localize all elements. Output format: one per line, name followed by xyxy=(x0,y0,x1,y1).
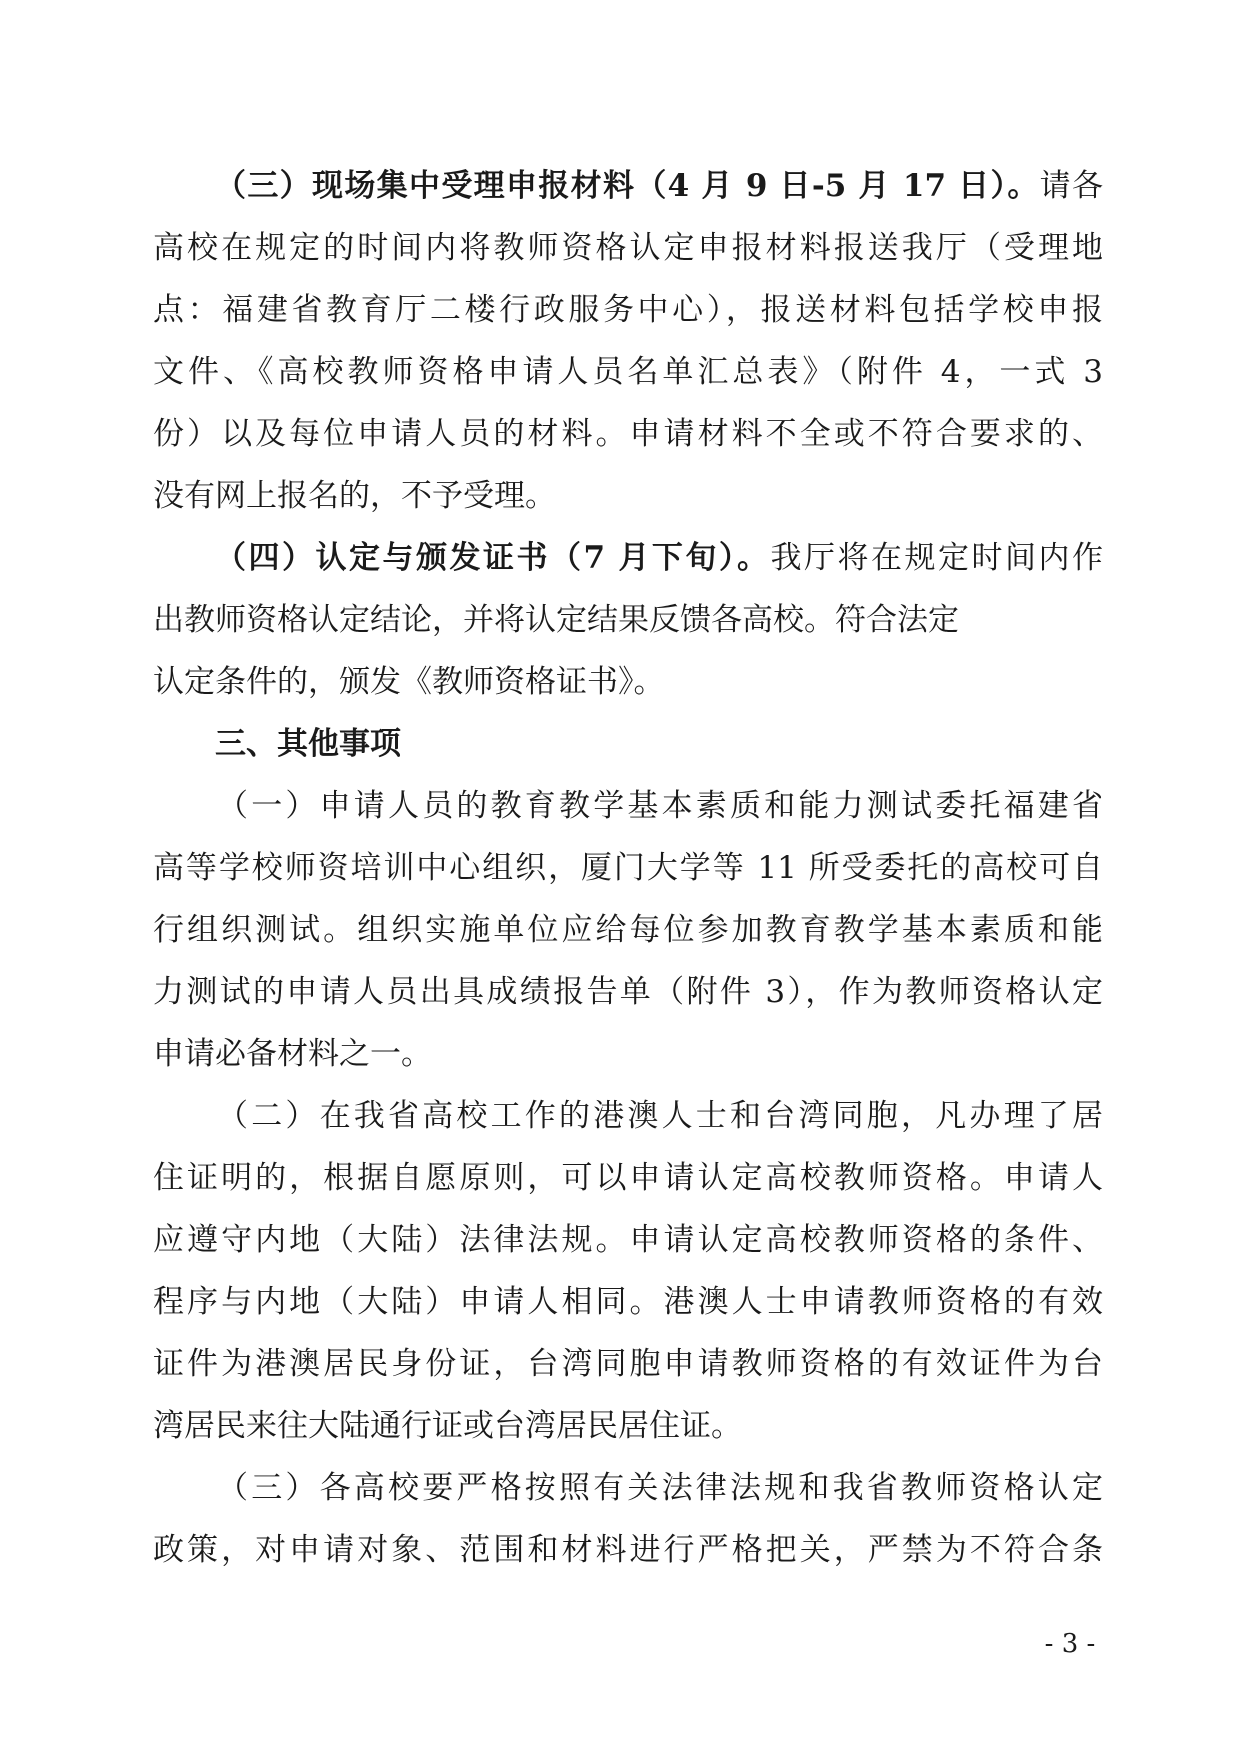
item-3-line-2: 政策，对申请对象、范围和材料进行严格把关，严禁为不符合条 xyxy=(153,1532,1103,1568)
item-1-line-4: 力测试的申请人员出具成绩报告单（附件 3），作为教师资格认定 xyxy=(153,974,1103,1010)
item-1-line-2: 高等学校师资培训中心组织，厦门大学等 11 所受委托的高校可自 xyxy=(153,850,1103,886)
paragraph-3-line-5: 份）以及每位申请人员的材料。申请材料不全或不符合要求的、 xyxy=(153,416,1103,452)
item-1-line-3: 行组织测试。组织实施单位应给每位参加教育教学基本素质和能 xyxy=(153,912,1103,948)
paragraph-4-line-1 xyxy=(215,526,1103,590)
item-3-line-1: （三）各高校要严格按照有关法律法规和我省教师资格认定 xyxy=(217,1470,1103,1506)
page-number: - 3 - xyxy=(1044,1629,1096,1659)
item-1-line-1: （一）申请人员的教育教学基本素质和能力测试委托福建省 xyxy=(217,788,1103,824)
section-heading-other-matters: 三、其他事项 xyxy=(215,726,401,762)
paragraph-3-line-1 xyxy=(215,154,1103,218)
item-2-line-2: 住证明的，根据自愿原则，可以申请认定高校教师资格。申请人 xyxy=(153,1160,1103,1196)
paragraph-3-heading: （三）现场集中受理申报材料（4 月 9 日-5 月 17 日）。 xyxy=(215,168,1040,204)
item-2-line-3: 应遵守内地（大陆）法律法规。申请认定高校教师资格的条件、 xyxy=(153,1222,1103,1258)
paragraph-4-line-2: 出教师资格认定结论，并将认定结果反馈各高校。符合法定 xyxy=(153,602,959,638)
item-1-line-5: 申请必备材料之一。 xyxy=(153,1036,432,1072)
item-2-line-4: 程序与内地（大陆）申请人相同。港澳人士申请教师资格的有效 xyxy=(153,1284,1103,1320)
item-2-line-1: （二）在我省高校工作的港澳人士和台湾同胞，凡办理了居 xyxy=(217,1098,1103,1134)
paragraph-3-text: 请各 xyxy=(1039,168,1103,204)
item-2-line-5: 证件为港澳居民身份证，台湾同胞申请教师资格的有效证件为台 xyxy=(153,1346,1103,1382)
paragraph-4-heading: （四）认定与颁发证书（7 月下旬）。 xyxy=(215,540,771,576)
paragraph-3-line-4: 文件、《高校教师资格申请人员名单汇总表》（附件 4，一式 3 xyxy=(153,354,1103,390)
paragraph-4-text: 我厅将在规定时间内作 xyxy=(770,540,1103,576)
item-2-line-6: 湾居民来往大陆通行证或台湾居民居住证。 xyxy=(153,1408,742,1444)
paragraph-3-line-6: 没有网上报名的，不予受理。 xyxy=(153,478,556,514)
paragraph-3-line-3: 点：福建省教育厅二楼行政服务中心），报送材料包括学校申报 xyxy=(153,292,1103,328)
paragraph-4-line-3: 认定条件的，颁发《教师资格证书》。 xyxy=(153,664,665,700)
paragraph-3-line-2: 高校在规定的时间内将教师资格认定申报材料报送我厅（受理地 xyxy=(153,230,1103,266)
